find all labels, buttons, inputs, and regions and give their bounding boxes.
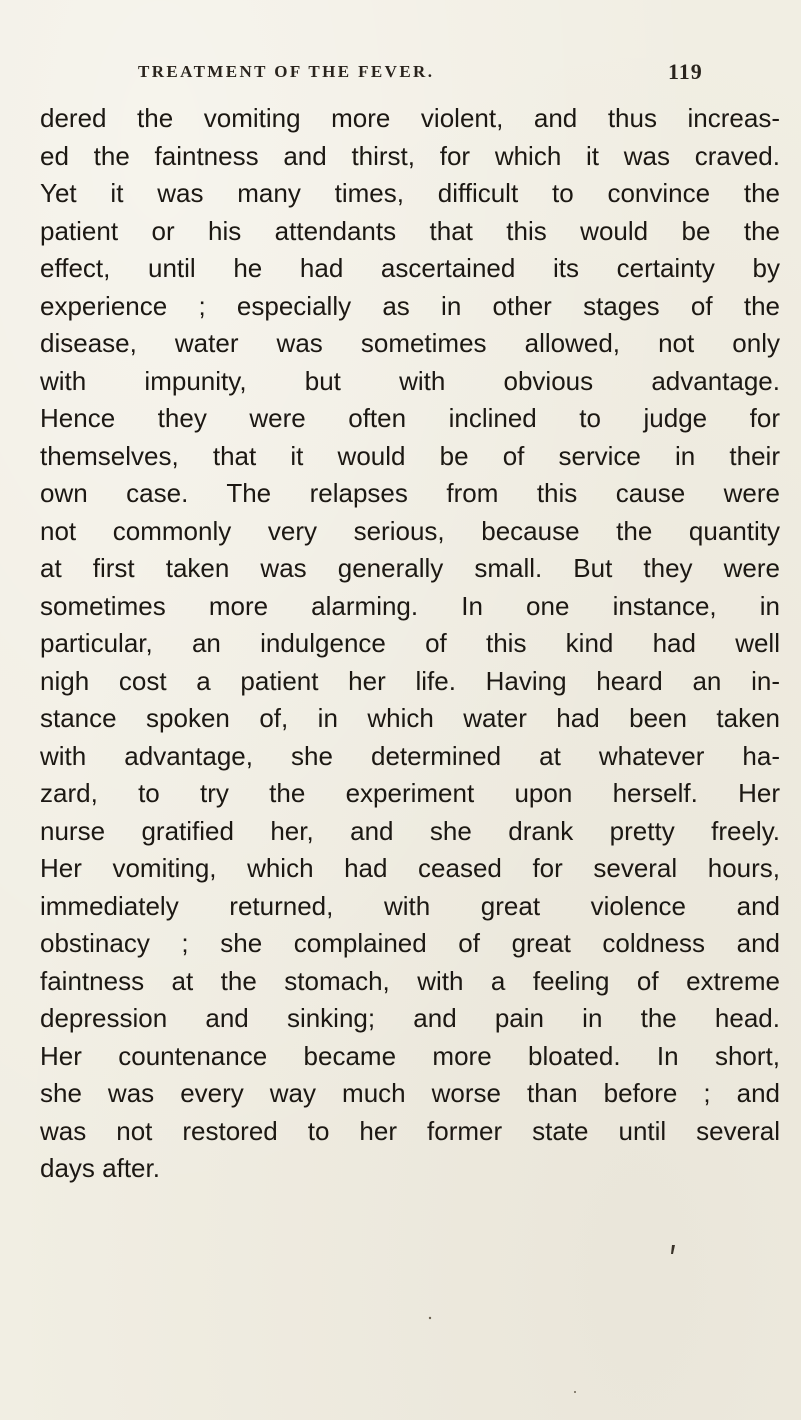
text-line: themselves, that it would be of service in their bbox=[40, 440, 780, 471]
text-line: depression and sinking; and pain in the head. bbox=[40, 1003, 780, 1033]
text-line: with advantage, she determined at whatever ha- bbox=[40, 740, 780, 771]
text-line: disease, water was sometimes allowed, not only bbox=[40, 328, 780, 358]
text-line: obstinacy ; she complained of great coldness and bbox=[40, 928, 780, 958]
text-line: patient or his attendants that this would be the bbox=[40, 215, 780, 246]
text-line: immediately returned, with great violence and bbox=[40, 890, 780, 921]
ink-speck bbox=[574, 1391, 576, 1393]
text-line: not commonly very serious, because the quantity bbox=[40, 515, 780, 546]
text-line: nurse gratified her, and she drank pretty freely. bbox=[40, 815, 780, 846]
ink-speck bbox=[429, 1317, 431, 1319]
page-number: 119 bbox=[668, 59, 703, 84]
body-text bbox=[40, 100, 780, 1188]
ink-speck bbox=[671, 1245, 675, 1254]
text-line: with impunity, but with obvious advantage. bbox=[40, 365, 780, 396]
text-line: sometimes more alarming. In one instance, in bbox=[40, 590, 780, 621]
text-line: experience ; especially as in other stages of the bbox=[40, 290, 780, 321]
text-line: she was every way much worse than before ; and bbox=[40, 1078, 780, 1108]
text-line: zard, to try the experiment upon herself. Her bbox=[40, 778, 780, 808]
text-line: stance spoken of, in which water had been taken bbox=[40, 703, 780, 733]
text-line-last: days after. bbox=[40, 1153, 160, 1183]
text-line: at first taken was generally small. But they were bbox=[40, 553, 780, 583]
running-head bbox=[0, 59, 801, 92]
running-head-title: TREATMENT OF THE FEVER. bbox=[138, 62, 435, 81]
text-line: faintness at the stomach, with a feeling of extreme bbox=[40, 965, 780, 996]
text-line: Her vomiting, which had ceased for several hours, bbox=[40, 853, 780, 883]
text-line: dered the vomiting more violent, and thus increas- bbox=[40, 103, 780, 133]
text-line: Yet it was many times, difficult to convince the bbox=[40, 178, 780, 208]
text-line: Her countenance became more bloated. In short, bbox=[40, 1040, 780, 1071]
text-line: Hence they were often inclined to judge for bbox=[40, 403, 780, 433]
text-line: was not restored to her former state until several bbox=[40, 1115, 780, 1146]
text-line: own case. The relapses from this cause were bbox=[40, 478, 780, 508]
text-line: ed the faintness and thirst, for which it was craved. bbox=[40, 140, 780, 171]
text-line: particular, an indulgence of this kind had well bbox=[40, 628, 780, 658]
text-line: effect, until he had ascertained its certainty by bbox=[40, 253, 780, 283]
text-line: nigh cost a patient her life. Having heard an in- bbox=[40, 665, 780, 696]
